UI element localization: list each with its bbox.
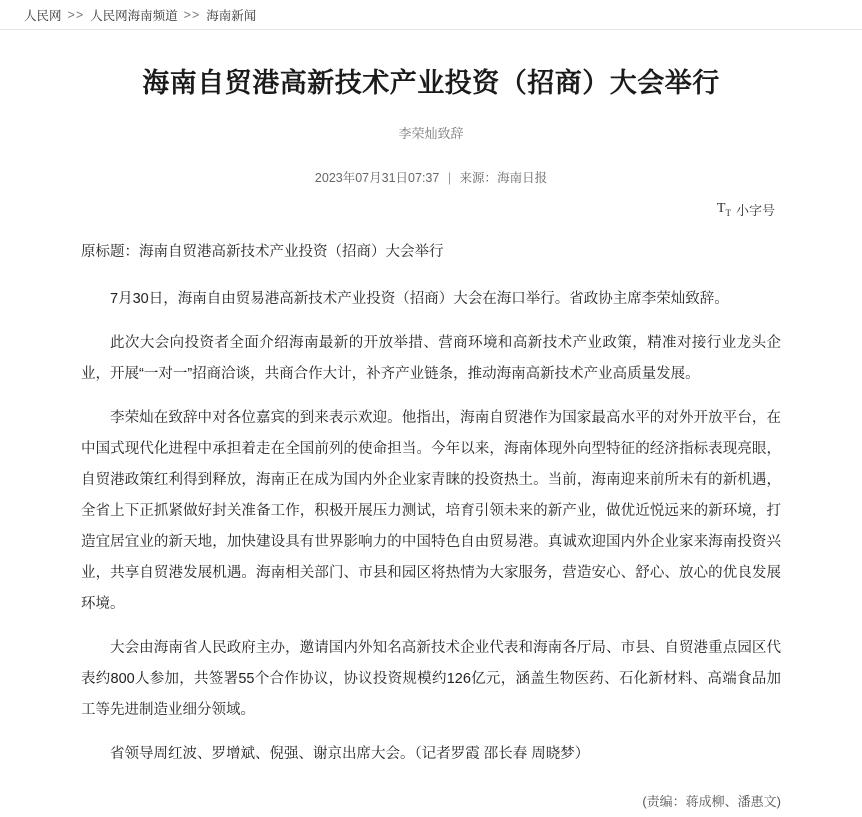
breadcrumb-item-0[interactable]: 人民网 xyxy=(24,8,62,23)
editor-credit: (责编：蒋成柳、潘惠文) xyxy=(642,794,781,810)
breadcrumb-item-2[interactable]: 海南新闻 xyxy=(206,8,257,23)
font-size-label[interactable]: 小字号 xyxy=(735,203,775,219)
original-title-label: 原标题： xyxy=(81,244,139,261)
font-size-control[interactable] xyxy=(81,200,781,219)
article-paragraph: 省领导周红波、罗增斌、倪强、谢京出席大会。（记者罗霞 邵长春 周晓梦） xyxy=(110,746,590,763)
article-meta xyxy=(81,168,781,186)
breadcrumb-separator-0: >> xyxy=(67,7,85,22)
breadcrumb-item-1[interactable]: 人民网海南频道 xyxy=(90,8,178,23)
article-paragraph: 7月30日，海南自由贸易港高新技术产业投资（招商）大会在海口举行。省政协主席李荣灿致辞。 xyxy=(110,291,729,308)
breadcrumb-separator-1: >> xyxy=(183,7,201,22)
page-title: 海南自贸港高新技术产业投资（招商）大会举行 xyxy=(142,68,720,98)
article-subheadline: 李荣灿致辞 xyxy=(398,126,464,142)
font-size-icon: $T_T$ xyxy=(716,201,731,218)
original-title-text: 海南自贸港高新技术产业投资（招商）大会举行 xyxy=(139,244,444,261)
article-paragraph: 此次大会向投资者全面介绍海南最新的开放举措、营商环境和高新技术产业政策，精准对接行业龙头企业，开展“一对一”招商洽谈，共商合作大计，补齐产业链条，推动海南高新技术产业高质量发展。 xyxy=(81,335,781,383)
source-label: 来源： xyxy=(459,171,498,186)
article-paragraph: 大会由海南省人民政府主办，邀请国内外知名高新技术企业代表和海南各厅局、市县、自贸港重点园区代表约800人参加，共签署55个合作协议，协议投资规模约126亿元，涵盖生物医药、石化新材料、高端食品加工等先进制造业细分领域。 xyxy=(81,640,781,719)
publish-date: 2023年07月31日07:37 xyxy=(314,171,440,186)
source-name: 海南日报 xyxy=(497,171,548,186)
meta-separator: | xyxy=(447,171,452,186)
article-paragraph: 李荣灿在致辞中对各位嘉宾的到来表示欢迎。他指出，海南自贸港作为国家最高水平的对外开放平台，在中国式现代化进程中承担着走在全国前列的使命担当。今年以来，海南体现外向型特征的经济指标表现亮眼，自贸港政策红利得到释放，海南正在成为国内外企业家青睐的投资热土。当前，海南迎来前所未有的新机遇，全省上下正抓紧做好封关准备工作，积极开展压力测试，培育引领未来的新产业，做优近悦远来的新环境，打造宜居宜业的新天地，加快建设具有世界影响力的中国特色自由贸易港。真诚欢迎国内外企业家来海南投资兴业，共享自贸港发展机遇。海南相关部门、市县和园区将热情为大家服务，营造安心、舒心、放心的优良发展环境。 xyxy=(81,410,781,613)
original-title-line xyxy=(81,237,781,268)
article-body xyxy=(81,237,781,817)
article-container xyxy=(81,30,781,817)
breadcrumb xyxy=(0,0,862,30)
